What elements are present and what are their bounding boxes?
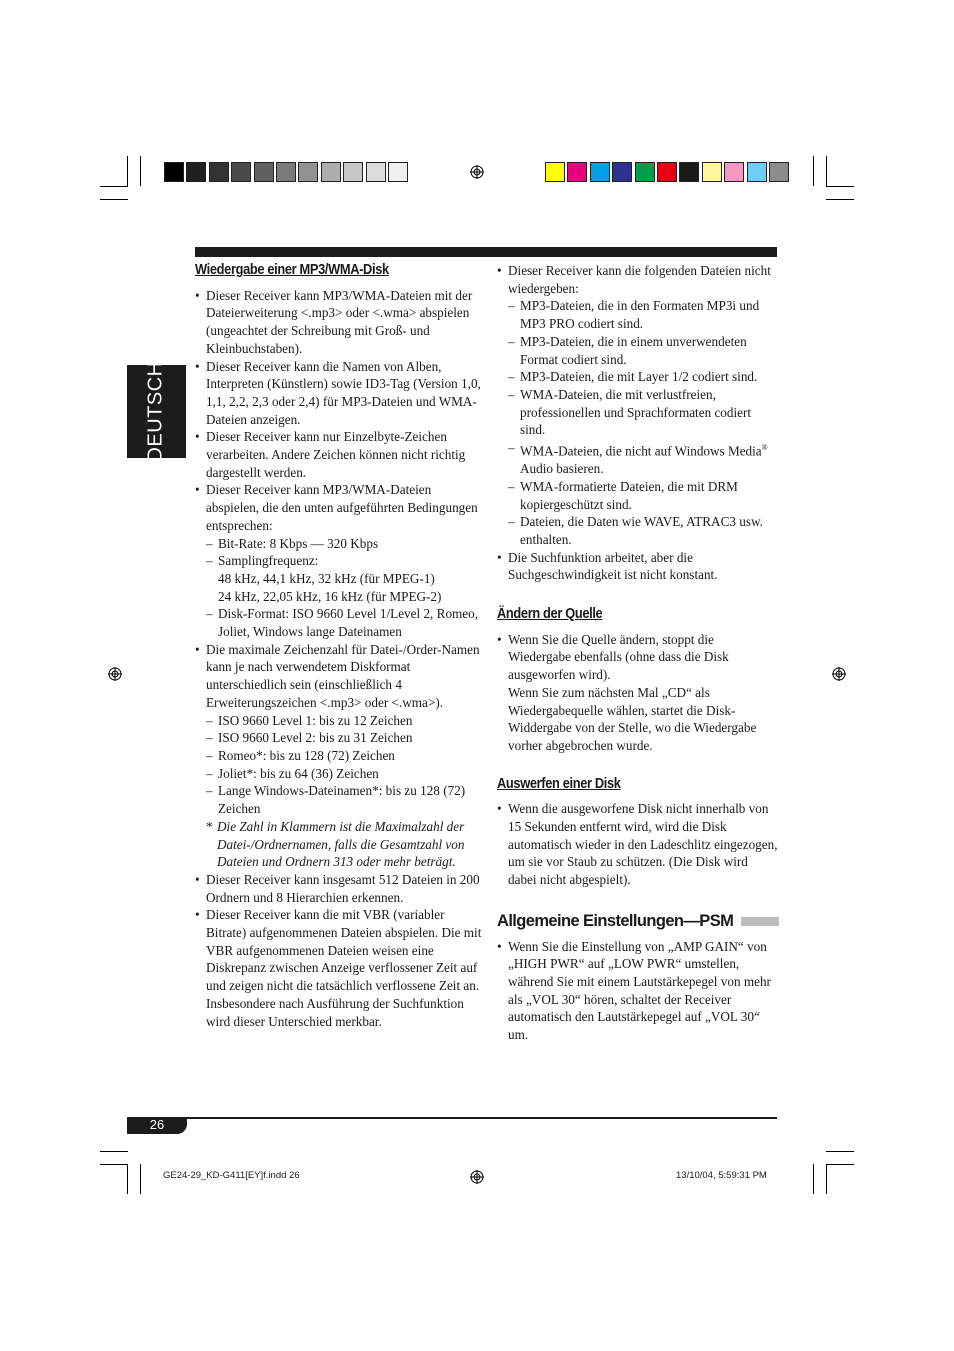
sub-item-text: 24 kHz, 22,05 kHz, 16 kHz (für MPEG-2)	[218, 588, 442, 604]
crop-mark	[127, 1164, 128, 1194]
crop-mark	[140, 1164, 141, 1194]
crop-mark	[826, 199, 854, 200]
sub-item-text: 48 kHz, 44,1 kHz, 32 kHz (für MPEG-1)	[218, 570, 435, 586]
color-swatch	[164, 162, 184, 182]
list-item: • Dieser Receiver kann insgesamt 512 Dateien in 200 Ordnern und 8 Hierarchien erkennen.	[195, 871, 485, 906]
registration-mark-icon	[108, 667, 122, 681]
list-item: • Wenn die ausgeworfene Disk nicht innerhalb von 15 Sekunden entfernt wird, wird die Disk automatisch wieder in den Ladeschlitz eingezogen, um sie vor Staub zu schützen. (Die Disk wird dabei nicht abgespielt).	[497, 800, 779, 889]
list-item	[195, 481, 485, 640]
list-item: • Dieser Receiver kann die Namen von Alben, Interpreten (Künstlern) sowie ID3-Tag (Version 1,0, 1,1, 2,2, 2,3 oder 2,4) für MP3-Dateien und WMA-Dateien anzeigen.	[195, 358, 485, 429]
color-swatch	[321, 162, 341, 182]
psm-list	[497, 938, 779, 1044]
sub-item: – WMA-formatierte Dateien, die mit DRM kopiergeschützt sind.	[508, 478, 738, 512]
color-swatch	[612, 162, 632, 182]
crop-mark	[826, 1151, 854, 1152]
sub-item-text: ISO 9660 Level 1: bis zu 12 Zeichen	[218, 712, 413, 728]
sub-item-text: WMA-formatierte Dateien, die mit DRM kopiergeschützt sind.	[520, 478, 738, 512]
color-swatch	[254, 162, 274, 182]
header-rule	[195, 247, 777, 257]
section-heading-mp3: Wiedergabe einer MP3/WMA-Disk	[195, 262, 389, 278]
crop-mark	[140, 156, 141, 186]
crop-mark	[826, 186, 854, 187]
color-swatch	[724, 162, 744, 182]
unsupported-files-list	[497, 262, 779, 584]
list-item-text: Wenn Sie zum nächsten Mal „CD“ als Wiedergabequelle wählen, startet die Disk-Widdergabe von der Stelle, wo die Wiedergabe vorher abgebrochen wurde.	[508, 684, 757, 753]
crop-mark	[100, 199, 128, 200]
color-swatch	[702, 162, 722, 182]
sub-item-text: Bit-Rate: 8 Kbps — 320 Kbps	[218, 535, 379, 551]
sub-item-text: MP3-Dateien, die in den Formaten MP3i und MP3 PRO codiert sind.	[520, 298, 760, 332]
sub-item: – WMA-Dateien, die mit verlustfreien, professionellen und Sprachformaten codiert sind.	[508, 386, 752, 438]
section-heading-quelle: Ändern der Quelle	[497, 606, 603, 623]
sub-item-text: Audio basieren.	[520, 461, 604, 477]
footer-timestamp: 13/10/04, 5:59:31 PM	[676, 1170, 767, 1181]
sub-item: – MP3-Dateien, die in einem unverwendeten Format codiert sind.	[508, 333, 747, 367]
crop-mark	[127, 156, 128, 186]
registered-mark: ®	[761, 443, 768, 453]
sub-item: – MP3-Dateien, die in den Formaten MP3i und MP3 PRO codiert sind.	[508, 298, 760, 332]
sub-item-text: Disk-Format: ISO 9660 Level 1/Level 2, Romeo, Joliet, Windows lange Dateinamen	[218, 606, 479, 640]
color-swatch	[679, 162, 699, 182]
color-swatch	[366, 162, 386, 182]
list-item	[497, 631, 779, 755]
sub-item-text: WMA-Dateien, die mit verlustfreien, professionellen und Sprachformaten codiert sind.	[520, 386, 752, 438]
section-heading-psm-text: Allgemeine Einstellungen—PSM	[497, 911, 734, 930]
language-tab-label: DEUTSCH	[145, 361, 168, 462]
crop-mark	[100, 1164, 128, 1165]
right-column	[497, 262, 779, 1044]
sub-item-text: ISO 9660 Level 2: bis zu 31 Zeichen	[218, 730, 413, 746]
sub-item: – Bit-Rate: 8 Kbps — 320 Kbps	[206, 535, 379, 551]
color-swatch	[769, 162, 789, 182]
sub-item: – Dateien, die Daten wie WAVE, ATRAC3 usw. enthalten.	[508, 514, 763, 547]
left-column	[195, 262, 485, 1030]
sub-item-text: MP3-Dateien, die in einem unverwendeten Format codiert sind.	[520, 333, 747, 367]
auswerfen-list	[497, 800, 779, 889]
sub-item-text: WMA-Dateien, die nicht auf Windows Media	[520, 443, 762, 459]
list-item: • Wenn Sie die Einstellung von „AMP GAIN“ von „HIGH PWR“ auf „LOW PWR“ umstellen, während Sie mit einem Lautstärkepegel von mehr als „VOL 30“ hören, schaltet der Receiver automatisch den Lautstärkepegel auf „VOL 30“ um.	[497, 938, 779, 1044]
list-item: • Dieser Receiver kann nur Einzelbyte-Zeichen verarbeiten. Andere Zeichen können nicht richtig dargestellt werden.	[195, 428, 485, 481]
color-swatch	[657, 162, 677, 182]
list-item-text: • Die maximale Zeichenzahl für Datei-/Order-Namen kann je nach verwendetem Diskformat unterschiedlich sein (einschließlich 4 Erweiterungszeichen <.mp3> oder <.wma>).	[206, 641, 480, 710]
quelle-list	[497, 631, 779, 755]
color-swatch	[231, 162, 251, 182]
crop-mark	[813, 1164, 814, 1194]
list-item: • Die Suchfunktion arbeitet, aber die Suchgeschwindigkeit ist nicht konstant.	[497, 549, 779, 584]
color-swatch	[590, 162, 610, 182]
sub-item-text: Romeo*: bis zu 128 (72) Zeichen	[218, 747, 395, 763]
color-swatch	[747, 162, 767, 182]
crop-mark	[826, 1164, 854, 1165]
sub-item: – Disk-Format: ISO 9660 Level 1/Level 2, Romeo, Joliet, Windows lange Dateinamen	[206, 606, 479, 640]
sub-item-text: Dateien, die Daten wie WAVE, ATRAC3 usw. enthalten.	[520, 514, 763, 547]
sub-item: – MP3-Dateien, die mit Layer 1/2 codiert sind.	[508, 369, 758, 385]
crop-mark	[813, 156, 814, 186]
sub-item: – ISO 9660 Level 1: bis zu 12 Zeichen	[206, 712, 413, 728]
sub-item: – Samplingfrequenz:	[206, 553, 319, 569]
footnote-text: Die Zahl in Klammern ist die Maximalzahl der Datei-/Ordnernamen, falls die Gesamtzahl von Dateien und Ordnern 313 oder mehr beträgt.	[217, 818, 465, 870]
list-item: • Dieser Receiver kann MP3/WMA-Dateien mit der Dateierweiterung <.mp3> oder <.wma> abspielen (ungeachtet der Schreibung mit Groß- und Kleinbuchstaben).	[195, 287, 485, 358]
list-item	[195, 641, 485, 871]
sub-item-text: Joliet*: bis zu 64 (36) Zeichen	[218, 765, 379, 781]
color-swatch	[388, 162, 408, 182]
color-swatch	[298, 162, 318, 182]
list-item: • Dieser Receiver kann die mit VBR (variabler Bitrate) aufgenommenen Dateien abspielen. Die mit VBR aufgenommenen Dateien weisen eine Diskrepanz zwischen Anzeige verflossener Zeit auf und zeigen nicht die tatsächlich verflossene Zeit an. Insbesondere nach Ausführung der Suchfunktion wird dieser Unterschied merkbar.	[195, 906, 485, 1030]
crop-mark	[826, 156, 827, 186]
footer-rule	[127, 1117, 777, 1119]
color-swatch	[545, 162, 565, 182]
language-tab	[127, 361, 186, 462]
section-heading-psm	[497, 913, 779, 931]
color-swatch	[186, 162, 206, 182]
list-item	[497, 262, 779, 549]
sub-item: – WMA-Dateien, die nicht auf Windows Media® Audio basieren.	[508, 440, 768, 477]
page-number: 26	[127, 1117, 187, 1134]
sub-item: – ISO 9660 Level 2: bis zu 31 Zeichen	[206, 730, 413, 746]
registration-mark-icon	[470, 1170, 484, 1184]
mp3-bullet-list	[195, 287, 485, 1031]
registration-mark-icon	[832, 667, 846, 681]
list-item-text: • Dieser Receiver kann die folgenden Dateien nicht wiedergeben:	[508, 263, 771, 296]
color-swatch	[209, 162, 229, 182]
sub-item: – Lange Windows-Dateinamen*: bis zu 128 (72) Zeichen	[206, 783, 466, 817]
sub-item-text: Lange Windows-Dateinamen*: bis zu 128 (72) Zeichen	[218, 783, 466, 817]
heading-decoration-bar	[741, 917, 779, 926]
sub-item: – Joliet*: bis zu 64 (36) Zeichen	[206, 765, 379, 781]
list-item-text: • Dieser Receiver kann MP3/WMA-Dateien abspielen, die den unten aufgeführten Bedingungen entsprechen:	[206, 482, 478, 533]
footnote: * Die Zahl in Klammern ist die Maximalzahl der Datei-/Ordnernamen, falls die Gesamtzahl von Dateien und Ordnern 313 oder mehr beträgt.	[206, 818, 465, 870]
crop-mark	[826, 1164, 827, 1194]
color-swatch	[343, 162, 363, 182]
registration-mark-icon	[470, 165, 484, 179]
color-swatch	[276, 162, 296, 182]
sub-item-text: MP3-Dateien, die mit Layer 1/2 codiert sind.	[520, 369, 758, 385]
color-swatch	[635, 162, 655, 182]
crop-mark	[100, 1151, 128, 1152]
sub-item: – Romeo*: bis zu 128 (72) Zeichen	[206, 747, 395, 763]
section-heading-auswerfen: Auswerfen einer Disk	[497, 775, 621, 792]
footer-filename: GE24-29_KD-G411[EY]f.indd 26	[163, 1170, 300, 1181]
list-item-text: • Wenn Sie die Quelle ändern, stoppt die Wiedergabe ebenfalls (ohne dass die Disk ausgeworfen wird).	[508, 631, 729, 683]
sub-item-text: Samplingfrequenz:	[218, 553, 319, 569]
color-swatch	[567, 162, 587, 182]
crop-mark	[100, 186, 128, 187]
